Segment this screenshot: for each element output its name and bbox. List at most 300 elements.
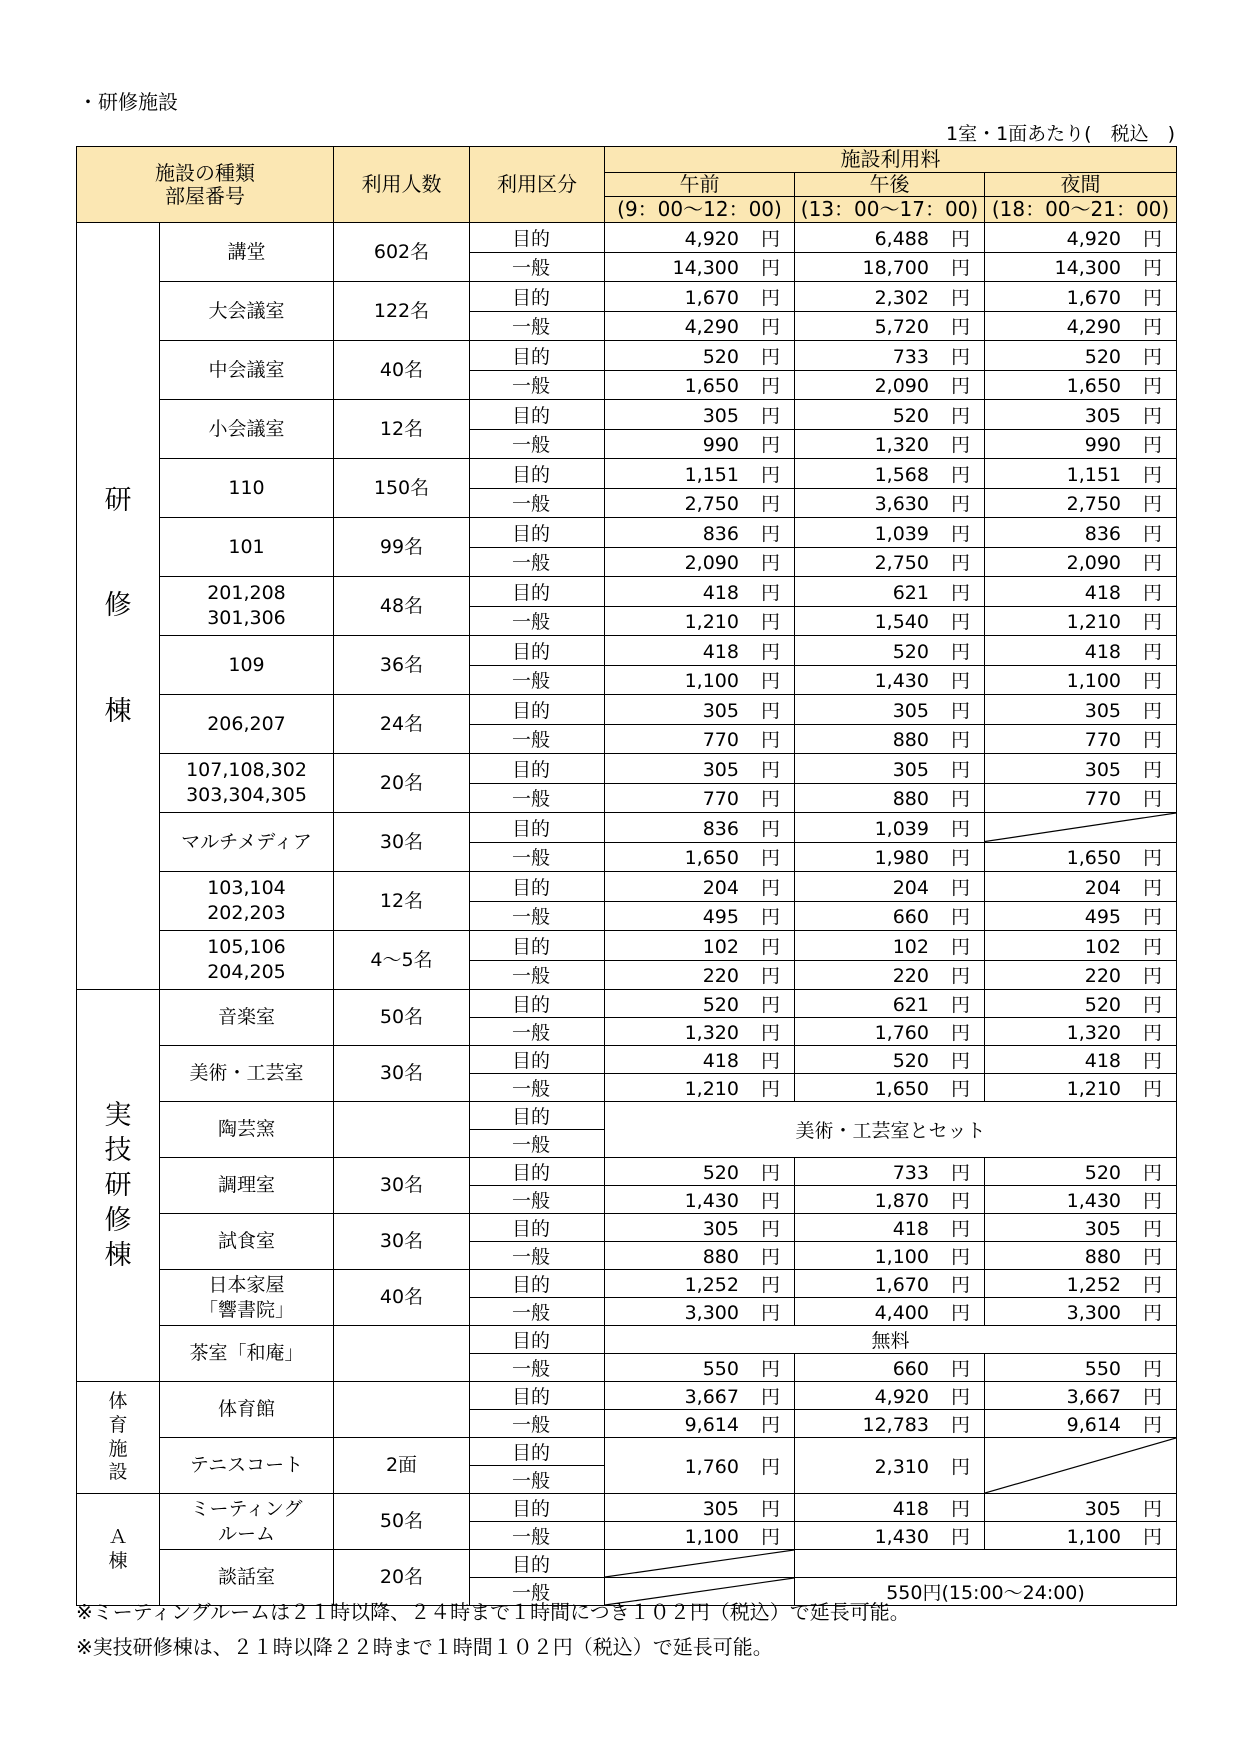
price-value: 1,320 <box>1066 1022 1122 1044</box>
fee-table <box>76 146 1177 1606</box>
price-value: 1,760 <box>874 1022 929 1044</box>
price-night <box>985 1382 1177 1410</box>
price-value: 880 <box>1084 1246 1122 1268</box>
yen-unit: 円 <box>760 1414 780 1436</box>
table-row <box>77 636 1177 666</box>
price-pm <box>795 282 985 312</box>
price-value: 305 <box>702 758 739 781</box>
price-value: 1,100 <box>1066 670 1122 693</box>
price-value: 3,300 <box>1066 1302 1122 1324</box>
price-value: 1,650 <box>684 375 739 398</box>
price-pm <box>795 429 985 459</box>
price-pm <box>795 341 985 371</box>
yen-unit: 円 <box>760 1498 780 1520</box>
price-value: 1,039 <box>874 817 929 840</box>
price-am <box>605 223 795 253</box>
price-value: 102 <box>702 935 739 958</box>
yen-unit: 円 <box>760 1190 780 1212</box>
yen-unit: 円 <box>760 1162 780 1184</box>
price-value: 305 <box>1084 758 1122 781</box>
facility-capacity <box>334 1326 470 1382</box>
yen-unit: 円 <box>950 1246 970 1268</box>
facility-capacity: 12名 <box>334 872 470 931</box>
table-row <box>77 1102 1177 1130</box>
price-value: 4,400 <box>874 1302 929 1324</box>
price-night <box>985 1214 1177 1242</box>
table-row <box>77 577 1177 607</box>
yen-unit: 円 <box>760 758 780 781</box>
yen-unit: 円 <box>950 1414 970 1436</box>
price-value: 305 <box>892 699 929 722</box>
yen-unit: 円 <box>950 581 970 604</box>
yen-unit: 円 <box>760 1274 780 1296</box>
price-am <box>605 1242 795 1270</box>
price-pm <box>795 547 985 577</box>
facility-name: マルチメディア <box>160 813 334 872</box>
not-available-cell <box>985 813 1177 843</box>
facility-capacity: 99名 <box>334 518 470 577</box>
header-time-am: (9：00～12：00) <box>605 197 795 223</box>
usage-category: 一般 <box>470 429 605 459</box>
facility-group-text: 研 修 棟 <box>104 485 132 727</box>
yen-unit: 円 <box>1143 699 1163 722</box>
facility-capacity <box>334 1382 470 1438</box>
price-value: 418 <box>1084 640 1122 663</box>
usage-category: 目的 <box>470 518 605 548</box>
yen-unit: 円 <box>1143 758 1163 781</box>
price-am <box>605 1186 795 1214</box>
diagonal-line-icon <box>985 1438 1176 1493</box>
table-row <box>77 1046 1177 1074</box>
yen-unit: 円 <box>760 788 780 811</box>
price-value: 520 <box>702 994 739 1016</box>
yen-unit: 円 <box>950 345 970 368</box>
table-row <box>77 400 1177 430</box>
usage-category: 目的 <box>470 1382 605 1410</box>
price-value: 2,750 <box>684 493 739 516</box>
yen-unit: 円 <box>950 758 970 781</box>
price-am <box>605 488 795 518</box>
price-value: 836 <box>1084 522 1122 545</box>
yen-unit: 円 <box>950 1498 970 1520</box>
price-value: 1,650 <box>1066 375 1122 398</box>
yen-unit: 円 <box>1143 670 1163 693</box>
footnote-practical-building: ※実技研修棟は、２１時以降２２時まで１時間１０２円（税込）で延長可能。 <box>76 1635 773 1659</box>
price-am <box>605 724 795 754</box>
price-value: 204 <box>892 876 929 899</box>
price-value: 1,320 <box>874 434 929 457</box>
price-value: 770 <box>1084 788 1122 811</box>
yen-unit: 円 <box>760 375 780 398</box>
table-row <box>77 1550 1177 1578</box>
price-value: 1,151 <box>1066 463 1122 486</box>
yen-unit: 円 <box>1143 935 1163 958</box>
usage-category: 一般 <box>470 1074 605 1102</box>
yen-unit: 円 <box>950 1218 970 1240</box>
yen-unit: 円 <box>760 552 780 575</box>
usage-category: 目的 <box>470 1270 605 1298</box>
usage-category: 目的 <box>470 459 605 489</box>
yen-unit: 円 <box>950 965 970 988</box>
yen-unit: 円 <box>760 847 780 870</box>
table-row <box>77 1326 1177 1354</box>
usage-category: 目的 <box>470 931 605 961</box>
price-value: 1,540 <box>874 611 929 634</box>
price-pm <box>795 223 985 253</box>
facility-capacity: 4～5名 <box>334 931 470 990</box>
table-row <box>77 872 1177 902</box>
price-am <box>605 400 795 430</box>
yen-unit: 円 <box>950 1456 970 1478</box>
price-value: 1,151 <box>684 463 739 486</box>
usage-category: 目的 <box>470 577 605 607</box>
yen-unit: 円 <box>1143 257 1163 280</box>
price-value: 305 <box>702 1218 739 1240</box>
yen-unit: 円 <box>950 1526 970 1548</box>
price-value: 2,750 <box>874 552 929 575</box>
price-value: 1,252 <box>684 1274 739 1296</box>
price-value: 305 <box>1084 1498 1122 1520</box>
yen-unit: 円 <box>950 640 970 663</box>
facility-name: 茶室「和庵」 <box>160 1326 334 1382</box>
price-value: 3,300 <box>684 1302 739 1324</box>
price-am <box>605 1494 795 1522</box>
price-value: 520 <box>1084 994 1122 1016</box>
price-pm <box>795 783 985 813</box>
facility-name: 試食室 <box>160 1214 334 1270</box>
price-night <box>985 1494 1177 1522</box>
yen-unit: 円 <box>950 257 970 280</box>
facility-name: 講堂 <box>160 223 334 282</box>
price-value: 520 <box>1084 345 1122 368</box>
yen-unit: 円 <box>1143 1218 1163 1240</box>
facility-name: 音楽室 <box>160 990 334 1046</box>
price-value: 660 <box>892 906 929 929</box>
yen-unit: 円 <box>950 729 970 752</box>
yen-unit: 円 <box>760 286 780 309</box>
yen-unit: 円 <box>760 876 780 899</box>
facility-name: 101 <box>160 518 334 577</box>
header-capacity: 利用人数 <box>334 147 470 223</box>
yen-unit: 円 <box>950 404 970 427</box>
yen-unit: 円 <box>950 817 970 840</box>
usage-category: 一般 <box>470 842 605 872</box>
yen-unit: 円 <box>950 906 970 929</box>
price-pm <box>795 1158 985 1186</box>
facility-capacity: 12名 <box>334 400 470 459</box>
yen-unit: 円 <box>1143 640 1163 663</box>
table-row <box>77 518 1177 548</box>
price-night <box>985 311 1177 341</box>
facility-capacity: 150名 <box>334 459 470 518</box>
table-row <box>77 754 1177 784</box>
header-period-am: 午前 <box>605 173 795 197</box>
price-am <box>605 636 795 666</box>
yen-unit: 円 <box>1143 1162 1163 1184</box>
usage-category: 一般 <box>470 1242 605 1270</box>
yen-unit: 円 <box>760 257 780 280</box>
facility-capacity: 30名 <box>334 1046 470 1102</box>
price-am <box>605 429 795 459</box>
price-value: 1,100 <box>1066 1526 1122 1548</box>
yen-unit: 円 <box>760 434 780 457</box>
price-pm <box>795 1046 985 1074</box>
price-value: 1,252 <box>1066 1274 1122 1296</box>
price-value: 1,568 <box>874 463 929 486</box>
facility-capacity: 602名 <box>334 223 470 282</box>
usage-category: 目的 <box>470 223 605 253</box>
table-row <box>77 459 1177 489</box>
price-value: 520 <box>1084 1162 1122 1184</box>
yen-unit: 円 <box>1143 847 1163 870</box>
price-am <box>605 842 795 872</box>
price-value: 418 <box>1084 1050 1122 1072</box>
price-value: 621 <box>892 994 929 1016</box>
price-pm <box>795 606 985 636</box>
facility-capacity: 30名 <box>334 813 470 872</box>
price-value: 2,090 <box>874 375 929 398</box>
yen-unit: 円 <box>760 1246 780 1268</box>
yen-unit: 円 <box>950 493 970 516</box>
yen-unit: 円 <box>950 552 970 575</box>
price-night <box>985 1522 1177 1550</box>
price-pm <box>795 842 985 872</box>
price-am <box>605 665 795 695</box>
yen-unit: 円 <box>1143 994 1163 1016</box>
facility-capacity: 30名 <box>334 1158 470 1214</box>
price-pm <box>795 695 985 725</box>
price-pm <box>795 901 985 931</box>
price-value: 990 <box>1084 434 1122 457</box>
facility-name: 大会議室 <box>160 282 334 341</box>
price-night <box>985 547 1177 577</box>
price-night <box>985 1410 1177 1438</box>
table-row <box>77 1382 1177 1410</box>
yen-unit: 円 <box>1143 552 1163 575</box>
price-night <box>985 754 1177 784</box>
price-pm <box>795 990 985 1018</box>
price-value: 880 <box>892 788 929 811</box>
price-value: 2,090 <box>1066 552 1122 575</box>
price-value: 1,650 <box>874 1078 929 1100</box>
table-row <box>77 1494 1177 1522</box>
price-value: 1,760 <box>684 1456 739 1478</box>
price-pm <box>795 370 985 400</box>
price-pm <box>795 1298 985 1326</box>
price-am <box>605 695 795 725</box>
yen-unit: 円 <box>1143 345 1163 368</box>
price-value: 6,488 <box>874 227 929 250</box>
yen-unit: 円 <box>760 1526 780 1548</box>
price-value: 9,614 <box>1066 1414 1122 1436</box>
unit-note: 1室・1面あたり( 税込 ) <box>945 123 1175 145</box>
table-row <box>77 341 1177 371</box>
price-value: 220 <box>1084 965 1122 988</box>
yen-unit: 円 <box>1143 463 1163 486</box>
price-value: 220 <box>702 965 739 988</box>
yen-unit: 円 <box>950 1190 970 1212</box>
not-available-cell <box>605 1550 795 1578</box>
price-night <box>985 931 1177 961</box>
yen-unit: 円 <box>760 1358 780 1380</box>
price-value: 102 <box>892 935 929 958</box>
usage-category: 一般 <box>470 1130 605 1158</box>
price-value: 520 <box>702 1162 739 1184</box>
usage-category: 一般 <box>470 783 605 813</box>
price-pm <box>795 665 985 695</box>
yen-unit: 円 <box>950 611 970 634</box>
price-pm <box>795 960 985 990</box>
yen-unit: 円 <box>1143 404 1163 427</box>
price-value: 14,300 <box>1054 257 1122 280</box>
facility-name: 107,108,302 303,304,305 <box>160 754 334 813</box>
facility-capacity: 40名 <box>334 1270 470 1326</box>
price-night <box>985 429 1177 459</box>
yen-unit: 円 <box>950 316 970 339</box>
price-night <box>985 872 1177 902</box>
price-value: 4,920 <box>1066 227 1122 250</box>
yen-unit: 円 <box>1143 1246 1163 1268</box>
price-value: 3,667 <box>1066 1386 1122 1408</box>
yen-unit: 円 <box>760 1386 780 1408</box>
facility-name: 調理室 <box>160 1158 334 1214</box>
usage-category: 目的 <box>470 754 605 784</box>
yen-unit: 円 <box>760 935 780 958</box>
price-pm <box>795 1186 985 1214</box>
price-am <box>605 990 795 1018</box>
usage-category: 一般 <box>470 724 605 754</box>
price-am <box>605 754 795 784</box>
yen-unit: 円 <box>950 286 970 309</box>
price-value: 5,720 <box>874 316 929 339</box>
price-value: 621 <box>892 581 929 604</box>
price-value: 880 <box>892 729 929 752</box>
facility-name: テニスコート <box>160 1438 334 1494</box>
header-fee: 施設利用料 <box>605 147 1177 173</box>
price-value: 18,700 <box>862 257 929 280</box>
price-am <box>605 1382 795 1410</box>
price-am <box>605 547 795 577</box>
facility-name: 中会議室 <box>160 341 334 400</box>
yen-unit: 円 <box>1143 522 1163 545</box>
yen-unit: 円 <box>950 1050 970 1072</box>
usage-category: 一般 <box>470 1018 605 1046</box>
price-value: 880 <box>702 1246 739 1268</box>
usage-category: 目的 <box>470 1214 605 1242</box>
usage-category: 目的 <box>470 872 605 902</box>
price-pm <box>795 1410 985 1438</box>
price-value: 1,320 <box>684 1022 739 1044</box>
price-am <box>605 282 795 312</box>
price-value: 305 <box>1084 699 1122 722</box>
facility-name: 201,208 301,306 <box>160 577 334 636</box>
price-am <box>605 901 795 931</box>
table-row <box>77 1158 1177 1186</box>
price-night <box>985 1242 1177 1270</box>
yen-unit: 円 <box>760 817 780 840</box>
diagonal-line-icon <box>605 1550 794 1577</box>
price-value: 305 <box>1084 1218 1122 1240</box>
usage-category: 目的 <box>470 1494 605 1522</box>
price-value: 770 <box>702 788 739 811</box>
yen-unit: 円 <box>950 1022 970 1044</box>
price-am <box>605 1522 795 1550</box>
yen-unit: 円 <box>950 227 970 250</box>
usage-category: 一般 <box>470 960 605 990</box>
yen-unit: 円 <box>760 965 780 988</box>
facility-capacity: 20名 <box>334 754 470 813</box>
price-night <box>985 960 1177 990</box>
facility-capacity: 36名 <box>334 636 470 695</box>
price-pm <box>795 1522 985 1550</box>
price-night <box>985 518 1177 548</box>
usage-category: 一般 <box>470 252 605 282</box>
price-night <box>985 1354 1177 1382</box>
price-night <box>985 1074 1177 1102</box>
price-night <box>985 1158 1177 1186</box>
price-value: 770 <box>702 729 739 752</box>
price-am <box>605 606 795 636</box>
yen-unit: 円 <box>950 788 970 811</box>
price-am <box>605 341 795 371</box>
price-value: 204 <box>702 876 739 899</box>
yen-unit: 円 <box>760 316 780 339</box>
price-value: 418 <box>892 1218 929 1240</box>
facility-name: 103,104 202,203 <box>160 872 334 931</box>
price-value: 4,290 <box>684 316 739 339</box>
yen-unit: 円 <box>760 994 780 1016</box>
yen-unit: 円 <box>1143 1190 1163 1212</box>
usage-category: 一般 <box>470 1466 605 1494</box>
price-pm <box>795 1074 985 1102</box>
price-value: 3,630 <box>874 493 929 516</box>
price-pm <box>795 459 985 489</box>
price-night <box>985 1298 1177 1326</box>
price-value: 418 <box>892 1498 929 1520</box>
free-fee-note: 無料 <box>605 1326 1177 1354</box>
price-value: 990 <box>702 434 739 457</box>
price-night <box>985 665 1177 695</box>
price-value: 1,210 <box>684 1078 739 1100</box>
price-value: 220 <box>892 965 929 988</box>
facility-name: 日本家屋 「響書院」 <box>160 1270 334 1326</box>
yen-unit: 円 <box>950 463 970 486</box>
price-pm <box>795 252 985 282</box>
facility-name: 206,207 <box>160 695 334 754</box>
price-night <box>985 990 1177 1018</box>
blank-cell <box>795 1550 1177 1578</box>
usage-category: 一般 <box>470 1578 605 1606</box>
price-pm <box>795 311 985 341</box>
price-night <box>985 724 1177 754</box>
price-value: 2,090 <box>684 552 739 575</box>
yen-unit: 円 <box>1143 876 1163 899</box>
facility-capacity: 24名 <box>334 695 470 754</box>
price-value: 204 <box>1084 876 1122 899</box>
usage-category: 一般 <box>470 606 605 636</box>
yen-unit: 円 <box>1143 581 1163 604</box>
yen-unit: 円 <box>950 670 970 693</box>
facility-group-text: 体 育 施 設 <box>108 1390 128 1484</box>
price-value: 1,210 <box>1066 1078 1122 1100</box>
price-value: 770 <box>1084 729 1122 752</box>
yen-unit: 円 <box>1143 286 1163 309</box>
table-row <box>77 813 1177 843</box>
facility-capacity: 50名 <box>334 1494 470 1550</box>
yen-unit: 円 <box>760 345 780 368</box>
price-value: 550 <box>702 1358 739 1380</box>
price-value: 1,430 <box>874 1526 929 1548</box>
